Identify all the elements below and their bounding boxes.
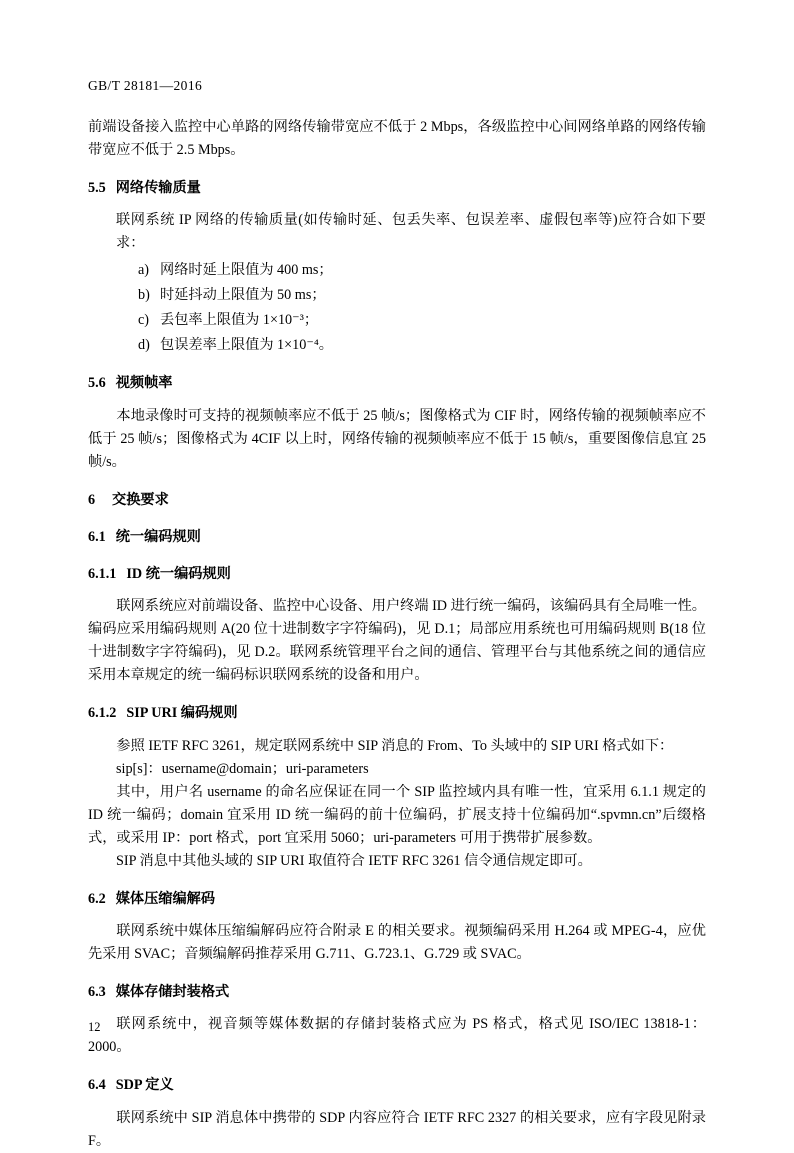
section-heading-6-4: [88, 1075, 706, 1096]
section-heading-6-1-1: [88, 564, 706, 585]
list-item-label: d): [138, 337, 150, 354]
section-number-6-1-2: 6.1.2: [88, 705, 117, 722]
section-heading-6: [88, 490, 706, 511]
list-item: [138, 309, 706, 332]
section-5-6-body: [88, 405, 706, 474]
section-title-6-1-2: SIP URI 编码规则: [126, 705, 238, 722]
section-6-1-2-paragraph-2: 其中，用户名 username 的命名应保证在同一个 SIP 监控域内具有唯一性，宜采用 6.1.1 规定的 ID 统一编码；domain 宜采用 ID 统一编码的前十位编码，扩展支持十位编码加“.spvmn.cn”后缀格式，或采用 IP：port 格式，port 宜采用 5060；uri-parameters 可用于携带扩展参数。: [88, 783, 706, 846]
section-number-6-3: 6.3: [88, 984, 106, 1001]
list-item: [138, 334, 706, 357]
section-number-6-1: 6.1: [88, 528, 106, 545]
section-6-1-1-body: [88, 595, 706, 687]
page-number: 12: [88, 1020, 101, 1034]
section-6-2-paragraph: 联网系统中媒体压缩编解码应符合附录 E 的相关要求。视频编码采用 H.264 或 MPEG-4，应优先采用 SVAC；音频编解码推荐采用 G.711、G.723.1、G.729 或 SVAC。: [88, 923, 706, 963]
section-title-6-2: 媒体压缩编解码: [115, 890, 216, 907]
list-item-text: 时延抖动上限值为 50 ms；: [160, 287, 326, 304]
section-title-6-1: 统一编码规则: [115, 528, 201, 545]
section-number-6-1-1: 6.1.1: [88, 566, 117, 583]
section-number-5-5: 5.5: [88, 180, 106, 196]
section-heading-6-3: [88, 982, 706, 1003]
section-6-2-body: [88, 920, 706, 966]
section-heading-5-6: [88, 373, 706, 394]
section-6-1-2-paragraph-3: SIP 消息中其他头域的 SIP URI 取值符合 IETF RFC 3261 信令通信规定即可。: [116, 852, 592, 869]
section-6-4-body: [88, 1107, 706, 1153]
list-item-label: a): [138, 262, 150, 279]
list-item-text: 包误差率上限值为 1×10⁻⁴。: [160, 337, 333, 354]
section-heading-6-1: [88, 527, 706, 548]
section-title-6: 交换要求: [112, 491, 169, 508]
section-heading-5-5: [88, 178, 706, 199]
section-5-6-paragraph: 本地录像时可支持的视频帧率应不低于 25 帧/s；图像格式为 CIF 时，网络传输的视频帧率应不低于 25 帧/s；图像格式为 4CIF 以上时，网络传输的视频帧率应不低于 15 帧/s，重要图像信息宜 25 帧/s。: [88, 407, 706, 470]
section-title-5-6: 视频帧率: [115, 375, 173, 392]
section-title-6-1-1: ID 统一编码规则: [126, 566, 231, 583]
list-item: [138, 284, 706, 307]
section-heading-6-2: [88, 889, 706, 910]
section-6-4-paragraph: 联网系统中 SIP 消息体中携带的 SDP 内容应符合 IETF RFC 2327 的相关要求，应有字段见附录 F。: [88, 1109, 706, 1149]
section-5-5-lead: 联网系统 IP 网络的传输质量(如传输时延、包丢失率、包误差率、虚假包率等)应符合如下要求：: [116, 212, 706, 252]
section-title-5-5: 网络传输质量: [115, 180, 201, 196]
list-item-text: 网络时延上限值为 400 ms；: [160, 262, 333, 279]
intro-paragraph-block: [88, 116, 706, 162]
section-number-6-4: 6.4: [88, 1077, 106, 1094]
section-6-3-paragraph: 联网系统中，视音频等媒体数据的存储封装格式应为 PS 格式，格式见 ISO/IEC 13818-1：2000。: [88, 1016, 706, 1056]
section-number-6-2: 6.2: [88, 890, 106, 907]
section-title-6-4: SDP 定义: [115, 1077, 174, 1094]
page-header-code: GB/T 28181—2016: [88, 78, 203, 93]
list-item: [138, 259, 706, 282]
section-5-5-body: [116, 209, 706, 357]
section-5-5-list: [116, 259, 706, 357]
section-number-5-6: 5.6: [88, 375, 106, 392]
section-number-6: 6: [88, 491, 96, 508]
list-item-label: b): [138, 287, 150, 304]
section-6-1-2-body: [88, 735, 706, 873]
section-6-1-1-paragraph: 联网系统应对前端设备、监控中心设备、用户终端 ID 进行统一编码，该编码具有全局唯一性。编码应采用编码规则 A(20 位十进制数字字符编码)，见 D.1；局部应用系统也可用编码规则 B(18 位十进制数字字符编码)，见 D.2。联网系统管理平台之间的通信、管理平台与其他系统之间的通信应采用本章规定的统一编码标识联网系统的设备和用户。: [88, 598, 706, 684]
section-heading-6-1-2: [88, 703, 706, 724]
list-item-text: 丢包率上限值为 1×10⁻³；: [160, 312, 319, 329]
section-title-6-3: 媒体存储封装格式: [115, 984, 230, 1001]
section-6-1-2-paragraph-1: 参照 IETF RFC 3261，规定联网系统中 SIP 消息的 From、To 头域中的 SIP URI 格式如下：: [116, 737, 674, 754]
list-item-label: c): [138, 312, 150, 329]
sip-uri-format-line: sip[s]：username@domain；uri-parameters: [116, 760, 369, 777]
intro-paragraph: 前端设备接入监控中心单路的网络传输带宽应不低于 2 Mbps，各级监控中心间网络单路的网络传输带宽应不低于 2.5 Mbps。: [88, 119, 706, 158]
section-6-3-body: [88, 1013, 706, 1059]
